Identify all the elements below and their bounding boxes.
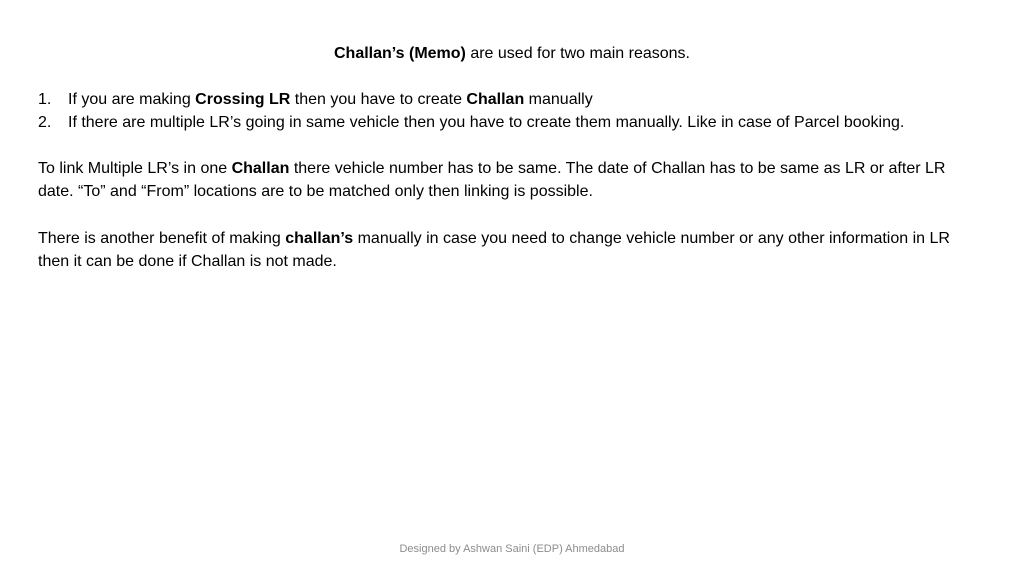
paragraph-bold: Challan (231, 160, 290, 177)
paragraph-text: To link Multiple LR’s in one (38, 160, 232, 177)
paragraph-text: there vehicle number has to be same. The date of Challan has to be same as LR or after LR date. “To” and “From” locations are to be matched only then linking is possible. (38, 160, 946, 200)
heading-text: are used for two main reasons. (465, 45, 690, 62)
slide-heading (0, 42, 1024, 65)
list-item-bold: Crossing LR (195, 91, 291, 108)
list-item-bold: Challan (466, 91, 525, 108)
benefit-paragraph (38, 227, 978, 273)
list-item-text: then you have to create (290, 91, 467, 108)
reasons-list (38, 88, 998, 134)
footer-credit: Designed by Ashwan Saini (EDP) Ahmedabad (399, 543, 625, 555)
paragraph-text: manually in case you need to change vehicle number or any other information in LR then it can be done if Challan is not made. (38, 230, 950, 270)
list-item (38, 88, 998, 111)
list-item-text: If there are multiple LR’s going in same vehicle then you have to create them manually. Like in case of Parcel booking. (68, 114, 905, 131)
linking-paragraph (38, 157, 978, 203)
heading-bold-term: Challan’s (Memo) (334, 45, 466, 62)
list-item-text: manually (524, 91, 593, 108)
list-item-number: 2. (38, 114, 52, 131)
paragraph-text: There is another benefit of making (38, 230, 286, 247)
list-item (38, 111, 998, 134)
list-item-text: If you are making (68, 91, 196, 108)
list-item-number: 1. (38, 91, 52, 108)
paragraph-bold: challan’s (285, 230, 354, 247)
